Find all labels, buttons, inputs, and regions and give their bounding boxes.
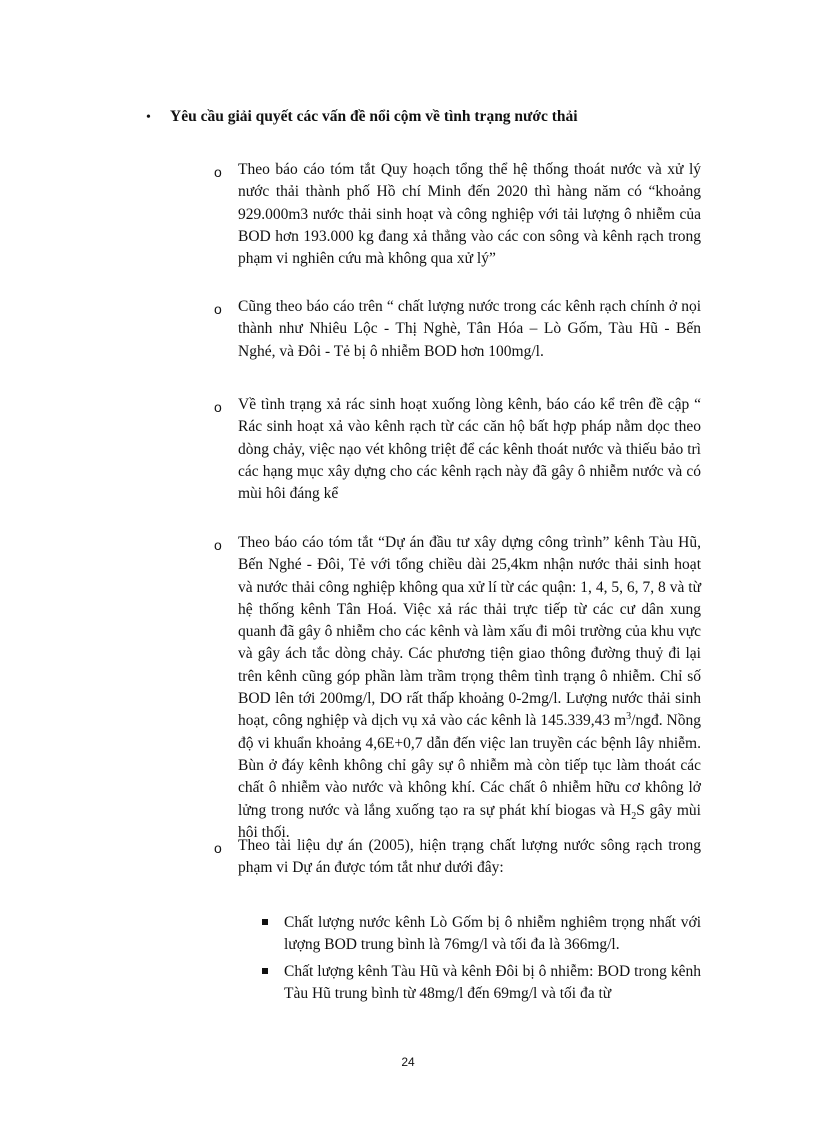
superscript-3: 3	[626, 711, 632, 723]
subscript-2: 2	[631, 810, 637, 822]
paragraph-5: Theo tài liệu dự án (2005), hiện trạng chất lượng nước sông rạch trong phạm vi Dự án được tóm tắt như dưới đây:	[238, 837, 701, 877]
circle-bullet-icon: o	[214, 840, 222, 856]
square-bullet-icon	[262, 968, 268, 974]
heading-bullet: •	[146, 110, 151, 125]
paragraph-2: Cũng theo báo cáo trên “ chất lượng nước trong các kênh rạch chính ở nọi thành như Nhiêu Lộc - Thị Nghè, Tân Hóa – Lò Gốm, Tàu Hũ - Bến Nghé, và Đôi - Tẻ bị ô nhiễm BOD hơn 100mg/l.	[238, 298, 701, 360]
sub-paragraph-2: Chất lượng kênh Tàu Hũ và kênh Đôi bị ô nhiễm: BOD trong kênh Tàu Hũ trung bình từ 48mg/l đến 69mg/l và tối đa từ	[284, 963, 701, 1003]
circle-bullet-icon: o	[214, 537, 222, 553]
heading-text: Yêu cầu giải quyết các vấn đề nổi cộm về tình trạng nước thải	[170, 108, 578, 125]
square-bullet-icon	[262, 919, 268, 925]
paragraph-4	[238, 532, 701, 844]
circle-bullet-icon: o	[214, 164, 222, 180]
paragraph-1: Theo báo cáo tóm tắt Quy hoạch tổng thể hệ thống thoát nước và xử lý nước thải thành phố Hồ chí Minh đến 2020 thì hàng năm có “khoảng 929.000m3 nước thải sinh hoạt và công nghiệp với tải lượng ô nhiễm của BOD hơn 193.000 kg đang xả thẳng vào các con sông và kênh rạch trong phạm vi nghiên cứu mà không qua xử lý”	[238, 161, 701, 268]
paragraph-4-part-2: /ngđ. Nồng độ vi khuẩn khoảng 4,6E+0,7 dẫn đến việc lan truyền các bệnh lây nhiễm. Bùn ở đáy kênh không chỉ gây sự ô nhiễm mà còn tiếp tục làm thoát các chất ô nhiễm vào nước và không khí. Các chất ô nhiễm hữu cơ không lở lửng trong nước và lắng xuống tạo ra sự phát khí biogas và H	[238, 712, 702, 819]
circle-bullet-icon: o	[214, 301, 222, 317]
page-number: 24	[401, 1055, 415, 1069]
sub-paragraph-1: Chất lượng nước kênh Lò Gốm bị ô nhiễm nghiêm trọng nhất với lượng BOD trung bình là 76mg/l và tối đa là 366mg/l.	[284, 914, 701, 954]
circle-bullet-icon: o	[214, 399, 222, 415]
paragraph-4-part-3: S gây mùi hôi thối.	[238, 801, 701, 841]
paragraph-4-part-1: Theo báo cáo tóm tắt “Dự án đầu tư xây dựng công trình” kênh Tàu Hũ, Bến Nghé - Đôi, Tẻ với tổng chiều dài 25,4km nhận nước thải sinh hoạt và nước thải công nghiệp không qua xử lí từ các quận: 1, 4, 5, 6, 7, 8 và từ hệ thống kênh Tân Hoá. Việc xả rác thải trực tiếp từ các cư dân xung quanh đã gây ô nhiễm cho các kênh và làm xấu đi môi trường của khu vực và gây ách tắc dòng chảy. Các phương tiện giao thông đường thuỷ đi lại trên kênh cũng góp phần làm trầm trọng thêm tình trạng ô nhiễm. Chỉ số BOD lên tới 200mg/l, DO rất thấp khoảng 0-2mg/l. Lượng nước thải sinh hoạt, công nghiệp và dịch vụ xả vào các kênh là 145.339,43 m	[238, 534, 701, 730]
paragraph-3: Về tình trạng xả rác sinh hoạt xuống lòng kênh, báo cáo kể trên đề cập “ Rác sinh hoạt xả vào kênh rạch từ các căn hộ bất hợp pháp nằm dọc theo dòng chảy, việc nạo vét không triệt để các kênh thoát nước và thiếu bảo trì các hạng mục xây dựng cho các kênh rạch này đã gây ô nhiễm nước và có mùi hôi đáng kể	[238, 396, 701, 503]
